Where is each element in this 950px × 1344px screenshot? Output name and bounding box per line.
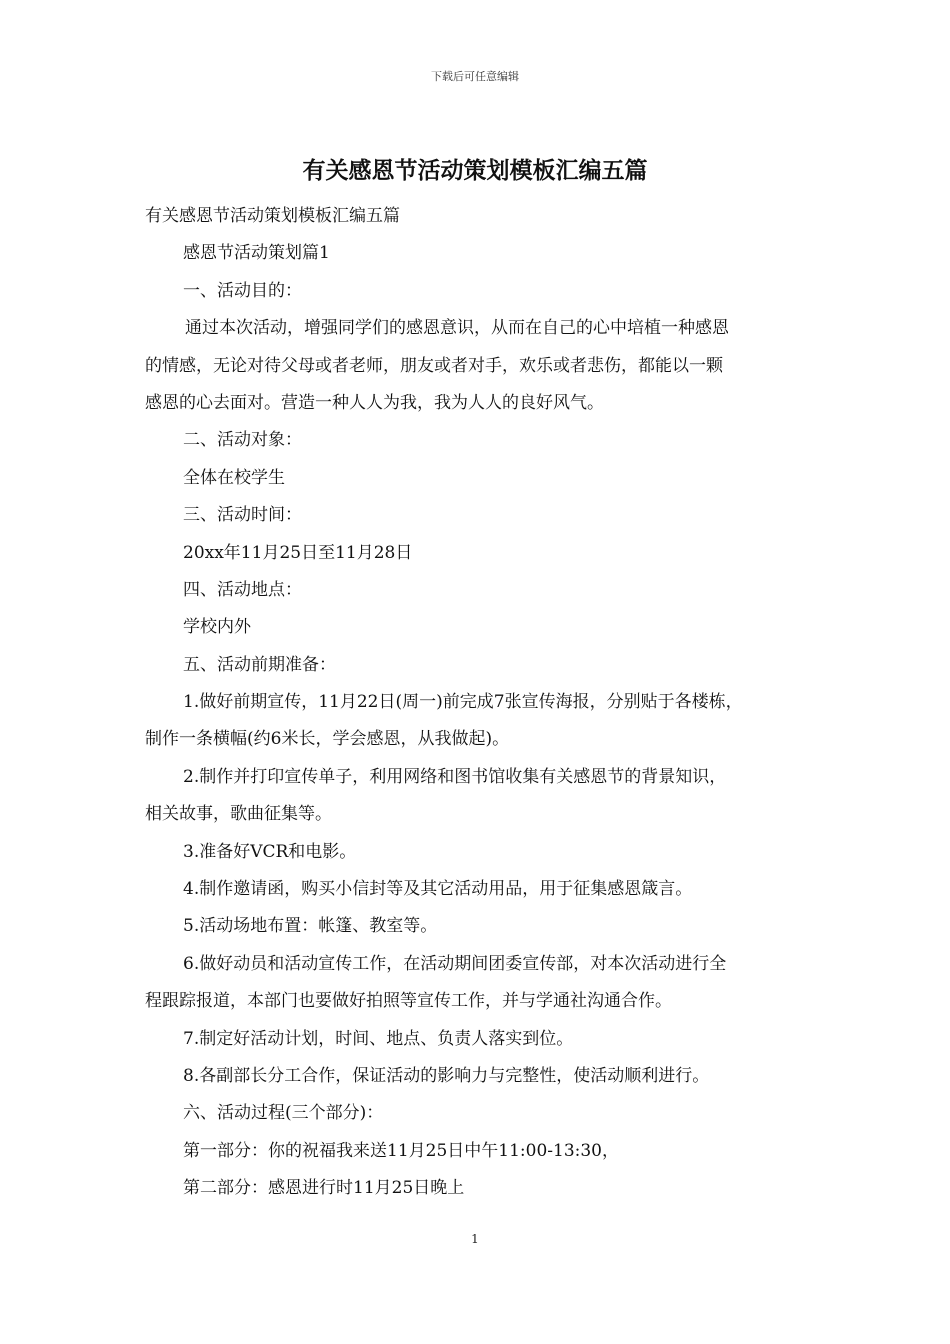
body-line-prep-item-2a: 2.制作并打印宣传单子，利用网络和图书馆收集有关感恩节的背景知识， — [183, 766, 727, 787]
body-line-prep-item-6b: 程跟踪报道，本部门也要做好拍照等宣传工作，并与学通社沟通合作。 — [145, 991, 672, 1012]
header-note: 下载后可任意编辑 — [431, 70, 519, 83]
body-line-prep-item-6a: 6.做好动员和活动宣传工作，在活动期间团委宣传部，对本次活动进行全 — [183, 953, 727, 974]
body-line-prep-item-3: 3.准备好VCR和电影。 — [183, 841, 357, 862]
body-line-process-part-1: 第一部分：你的祝福我来送11月25日中午11:00-13:30， — [183, 1140, 619, 1161]
body-line-prep-item-5: 5.活动场地布置：帐篷、教室等。 — [183, 916, 438, 937]
body-line-purpose-text-2: 的情感，无论对待父母或者老师，朋友或者对手，欢乐或者悲伤，都能以一颗 — [145, 355, 723, 376]
body-line-process-part-2: 第二部分：感恩进行时11月25日晚上 — [183, 1178, 465, 1199]
body-line-prep-heading: 五、活动前期准备： — [183, 654, 336, 675]
body-line-prep-item-2b: 相关故事，歌曲征集等。 — [145, 804, 332, 825]
body-line-section-heading: 感恩节活动策划篇1 — [183, 243, 330, 264]
body-line-purpose-text-1: 通过本次活动，增强同学们的感恩意识，从而在自己的心中培植一种感恩 — [185, 318, 729, 339]
body-line-place-heading: 四、活动地点： — [183, 579, 302, 600]
body-line-place-text: 学校内外 — [183, 617, 251, 638]
body-line-time-text: 20xx年11月25日至11月28日 — [183, 542, 413, 563]
body-line-prep-item-1a: 1.做好前期宣传，11月22日(周一)前完成7张宣传海报，分别贴于各楼栋， — [183, 692, 743, 713]
body-line-process-heading: 六、活动过程(三个部分)： — [183, 1103, 384, 1124]
body-line-time-heading: 三、活动时间： — [183, 505, 302, 526]
body-line-target-heading: 二、活动对象： — [183, 430, 302, 451]
document-title: 有关感恩节活动策划模板汇编五篇 — [302, 157, 648, 184]
body-line-doc-title: 有关感恩节活动策划模板汇编五篇 — [145, 206, 400, 226]
body-line-purpose-heading: 一、活动目的： — [183, 280, 302, 301]
body-line-prep-item-8: 8.各副部长分工合作，保证活动的影响力与完整性，使活动顺利进行。 — [183, 1065, 710, 1086]
body-line-prep-item-7: 7.制定好活动计划，时间、地点、负责人落实到位。 — [183, 1028, 574, 1049]
page-number: 1 — [471, 1232, 479, 1246]
body-line-purpose-text-3: 感恩的心去面对。营造一种人人为我，我为人人的良好风气。 — [145, 392, 604, 413]
document-body — [145, 198, 820, 1208]
body-line-prep-item-1b: 制作一条横幅(约6米长，学会感恩，从我做起)。 — [145, 729, 510, 750]
body-line-target-text: 全体在校学生 — [183, 467, 285, 488]
body-line-prep-item-4: 4.制作邀请函，购买小信封等及其它活动用品，用于征集感恩箴言。 — [183, 879, 693, 900]
